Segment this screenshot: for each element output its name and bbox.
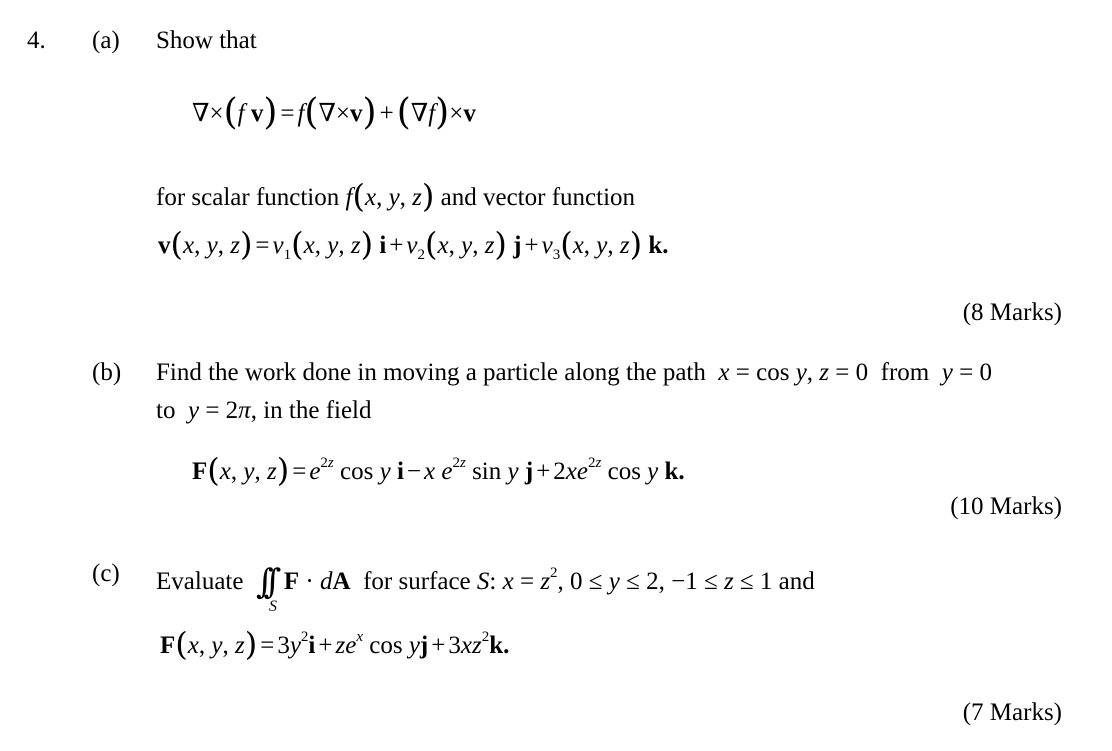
part-a-intro: Show that [156, 27, 257, 54]
part-c-marks: (7 Marks) [962, 699, 1062, 726]
part-a-sentence: for scalar function f(x, y, z) and vector function [156, 177, 636, 215]
force-field-b-equation: F(x, y, $z) = e^{2z}$ cos y i − x $e^{2z}$ sin y $j + 2xe^{2z}$ cos y k. [192, 451, 685, 489]
part-b-line1: Find the work done in moving a particle along the path x = cos y, z = 0 from y = 0 [156, 359, 992, 386]
evaluate-text: Evaluate [156, 568, 244, 595]
part-b-marks: (10 Marks) [950, 493, 1062, 520]
sentence-text: for scalar function [156, 184, 340, 211]
force-field-c-equation: F(x, y, $z) = 3y^2i + ze^x$ cos yj + $3xz^2k$. [160, 625, 510, 663]
double-integral-sign: ∫∫ [255, 562, 272, 602]
sentence-end-text: and vector function [440, 184, 636, 211]
vector-function-equation: v(x, y, $z) = v_1(x$, y, z) $i + v_2(x$, y, z) $j + v_3(x$, y, z) k. [158, 225, 669, 263]
part-b-label: (b) [92, 359, 122, 386]
part-a-label: (a) [92, 27, 120, 54]
part-b-line2: to y = 2π, in the field [156, 397, 372, 424]
from-text: from [880, 359, 930, 386]
part-c-label: (c) [92, 560, 120, 587]
for-surface-text: for surface [363, 568, 471, 595]
question-number: 4. [27, 27, 46, 54]
and-text: and [778, 568, 815, 595]
part-c-line1: Evaluate ∫∫ F · dA for surface S: $x = z^2$, 0 ≤ y ≤ 2, −1 ≤ z ≤ 1 and [156, 562, 815, 602]
part-b-text: Find the work done in moving a particle along the path [156, 359, 706, 386]
field-text: , in the field [250, 397, 372, 424]
to-text: to [156, 397, 176, 424]
curl-identity-equation: ∇×(f v) = f(∇×v) +(∇f)×v [192, 92, 476, 133]
part-a-marks: (8 Marks) [962, 299, 1062, 326]
integral-subscript-s: S [269, 598, 277, 615]
